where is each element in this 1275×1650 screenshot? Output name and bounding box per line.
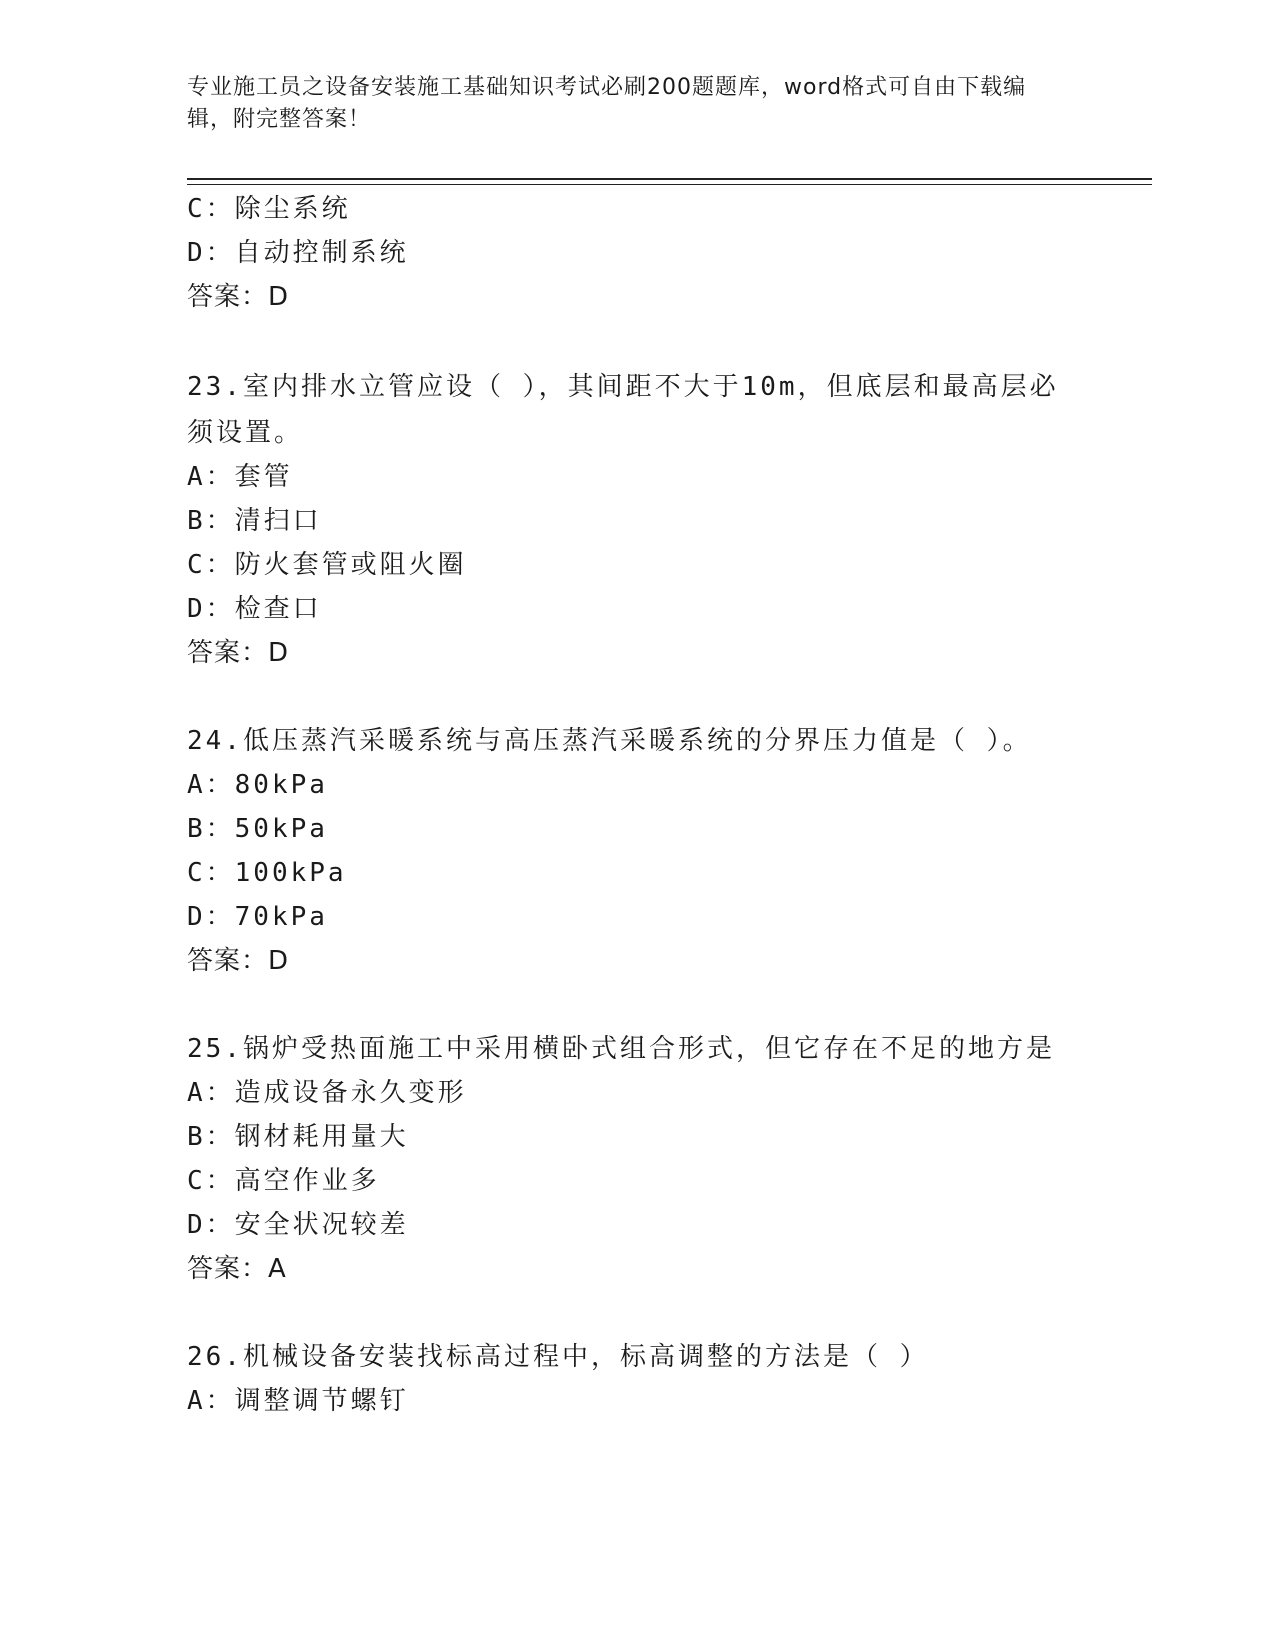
q24-answer: 答案：D — [187, 946, 290, 976]
q25-option-c: C：高空作业多 — [187, 1166, 380, 1196]
q24-option-d: D：70kPa — [187, 902, 328, 932]
q23-option-a: A：套管 — [187, 462, 293, 492]
q25-option-d: D：安全状况较差 — [187, 1210, 409, 1240]
q22-option-c: C：除尘系统 — [187, 194, 351, 224]
header-divider-thin — [187, 184, 1152, 185]
q24-option-a: A：80kPa — [187, 770, 328, 800]
q25-question: 25.锅炉受热面施工中采用横卧式组合形式，但它存在不足的地方是 — [187, 1034, 1055, 1064]
q22-answer: 答案：D — [187, 282, 290, 312]
q24-question: 24.低压蒸汽采暖系统与高压蒸汽采暖系统的分界压力值是（ ）。 — [187, 726, 1032, 756]
q25-option-b: B：钢材耗用量大 — [187, 1122, 409, 1152]
document-header: 专业施工员之设备安装施工基础知识考试必刷200题题库，word格式可自由下载编辑，附完整答案！ — [187, 75, 1027, 132]
q25-option-a: A：造成设备永久变形 — [187, 1078, 467, 1108]
q26-question: 26.机械设备安装找标高过程中，标高调整的方法是（ ） — [187, 1342, 929, 1372]
header-divider-thick — [187, 178, 1152, 180]
q22-option-d: D：自动控制系统 — [187, 238, 409, 268]
q26-option-a: A：调整调节螺钉 — [187, 1386, 409, 1416]
q23-answer: 答案：D — [187, 638, 290, 668]
q23-question: 23.室内排水立管应设（ ），其间距不大于10m，但底层和最高层必须设置。 — [187, 372, 1059, 448]
q23-option-b: B：清扫口 — [187, 506, 322, 536]
q23-option-c: C：防火套管或阻火圈 — [187, 550, 467, 580]
q23-option-d: D：检查口 — [187, 594, 322, 624]
q24-option-b: B：50kPa — [187, 814, 328, 844]
q25-answer: 答案：A — [187, 1254, 287, 1284]
q24-option-c: C：100kPa — [187, 858, 347, 888]
